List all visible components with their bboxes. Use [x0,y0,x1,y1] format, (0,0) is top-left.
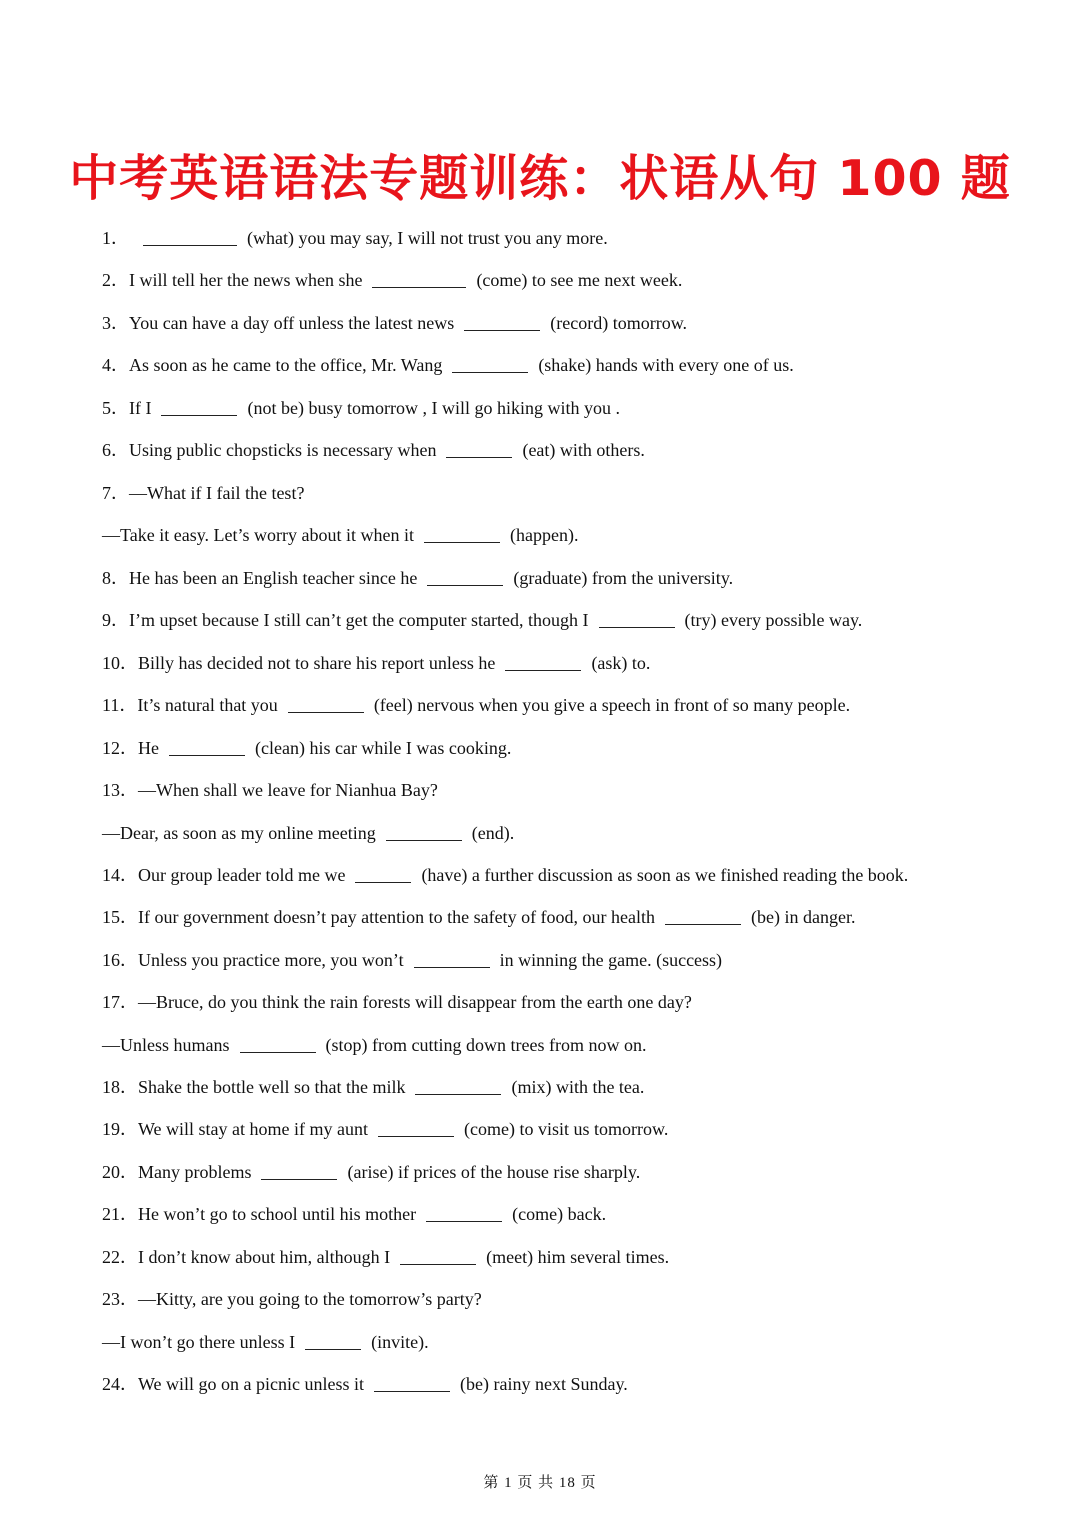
answer-blank[interactable] [288,696,364,713]
answer-blank[interactable] [161,399,237,416]
question-number: 14． [102,865,138,885]
page-footer: 第 1 页 共 18 页 [483,1475,597,1491]
question-14: 14．Our group leader told me we (have) a further discussion as soon as we finished reading the book. [102,865,909,885]
question-17-response: —Unless humans (stop) from cutting down trees from now on. [102,1035,647,1055]
answer-blank[interactable] [665,908,741,925]
answer-blank[interactable] [261,1163,337,1180]
question-18: 18．Shake the bottle well so that the milk (mix) with the tea. [102,1077,645,1097]
answer-blank[interactable] [400,1248,476,1265]
question-9: 9．I’m upset because I still can’t get the computer started, though I (try) every possible way. [102,610,863,630]
question-5: 5．If I (not be) busy tomorrow , I will go hiking with you . [102,398,620,418]
question-11: 11．It’s natural that you (feel) nervous when you give a speech in front of so many people. [102,695,851,715]
question-13: 13．—When shall we leave for Nianhua Bay? [102,780,438,800]
question-16: 16．Unless you practice more, you won’t in winning the game. (success) [102,950,723,970]
question-number: 23． [102,1289,138,1309]
question-2: 2．I will tell her the news when she (come) to see me next week. [102,270,683,290]
question-number: 8． [102,568,129,588]
answer-blank[interactable] [505,654,581,671]
answer-blank[interactable] [414,951,490,968]
answer-blank[interactable] [169,739,245,756]
question-19: 19．We will stay at home if my aunt (come) to visit us tomorrow. [102,1119,669,1139]
answer-blank[interactable] [424,526,500,543]
question-number: 20． [102,1162,138,1182]
question-13-response: —Dear, as soon as my online meeting (end). [102,823,515,843]
question-number: 22． [102,1247,138,1267]
question-17: 17．—Bruce, do you think the rain forests will disappear from the earth one day? [102,992,692,1012]
question-24: 24．We will go on a picnic unless it (be) rainy next Sunday. [102,1374,628,1394]
answer-blank[interactable] [240,1036,316,1053]
question-6: 6．Using public chopsticks is necessary when (eat) with others. [102,440,645,460]
question-3: 3．You can have a day off unless the latest news (record) tomorrow. [102,313,688,333]
question-4: 4．As soon as he came to the office, Mr. Wang (shake) hands with every one of us. [102,355,794,375]
answer-blank[interactable] [415,1078,501,1095]
answer-blank[interactable] [386,824,462,841]
answer-blank[interactable] [446,441,512,458]
answer-blank[interactable] [355,866,411,883]
question-7: 7．—What if I fail the test? [102,483,305,503]
question-number: 5． [102,398,129,418]
question-number: 7． [102,483,129,503]
question-23-response: —I won’t go there unless I (invite). [102,1332,429,1352]
answer-blank[interactable] [305,1333,361,1350]
question-23: 23．—Kitty, are you going to the tomorrow’s party? [102,1289,482,1309]
question-number: 21． [102,1204,138,1224]
answer-blank[interactable] [378,1120,454,1137]
answer-blank[interactable] [374,1375,450,1392]
answer-blank[interactable] [464,314,540,331]
answer-blank[interactable] [143,229,237,246]
question-number: 4． [102,355,129,375]
question-8: 8．He has been an English teacher since he (graduate) from the university. [102,568,734,588]
question-21: 21．He won’t go to school until his mother (come) back. [102,1204,607,1224]
question-number: 3． [102,313,129,333]
question-15: 15．If our government doesn’t pay attention to the safety of food, our health (be) in danger. [102,907,856,927]
answer-blank[interactable] [599,611,675,628]
answer-blank[interactable] [372,271,466,288]
page-title: 中考英语语法专题训练：状语从句 100 题 [69,150,1011,207]
question-number: 6． [102,440,129,460]
question-20: 20．Many problems (arise) if prices of the house rise sharply. [102,1162,641,1182]
question-number: 12． [102,738,138,758]
question-number: 2． [102,270,129,290]
question-number: 15． [102,907,138,927]
answer-blank[interactable] [426,1205,502,1222]
answer-blank[interactable] [452,356,528,373]
question-12: 12．He (clean) his car while I was cooking. [102,738,512,758]
question-number: 13． [102,780,138,800]
question-number: 18． [102,1077,138,1097]
answer-blank[interactable] [427,569,503,586]
question-number: 17． [102,992,138,1012]
question-number: 1． [102,228,129,248]
question-number: 19． [102,1119,138,1139]
question-number: 16． [102,950,138,970]
question-number: 11． [102,695,138,715]
question-22: 22．I don’t know about him, although I (meet) him several times. [102,1247,670,1267]
question-number: 10． [102,653,138,673]
question-7-response: —Take it easy. Let’s worry about it when it (happen). [102,525,579,545]
question-1: 1． (what) you may say, I will not trust you any more. [102,228,608,248]
question-number: 9． [102,610,129,630]
question-10: 10．Billy has decided not to share his report unless he (ask) to. [102,653,651,673]
question-number: 24． [102,1374,138,1394]
